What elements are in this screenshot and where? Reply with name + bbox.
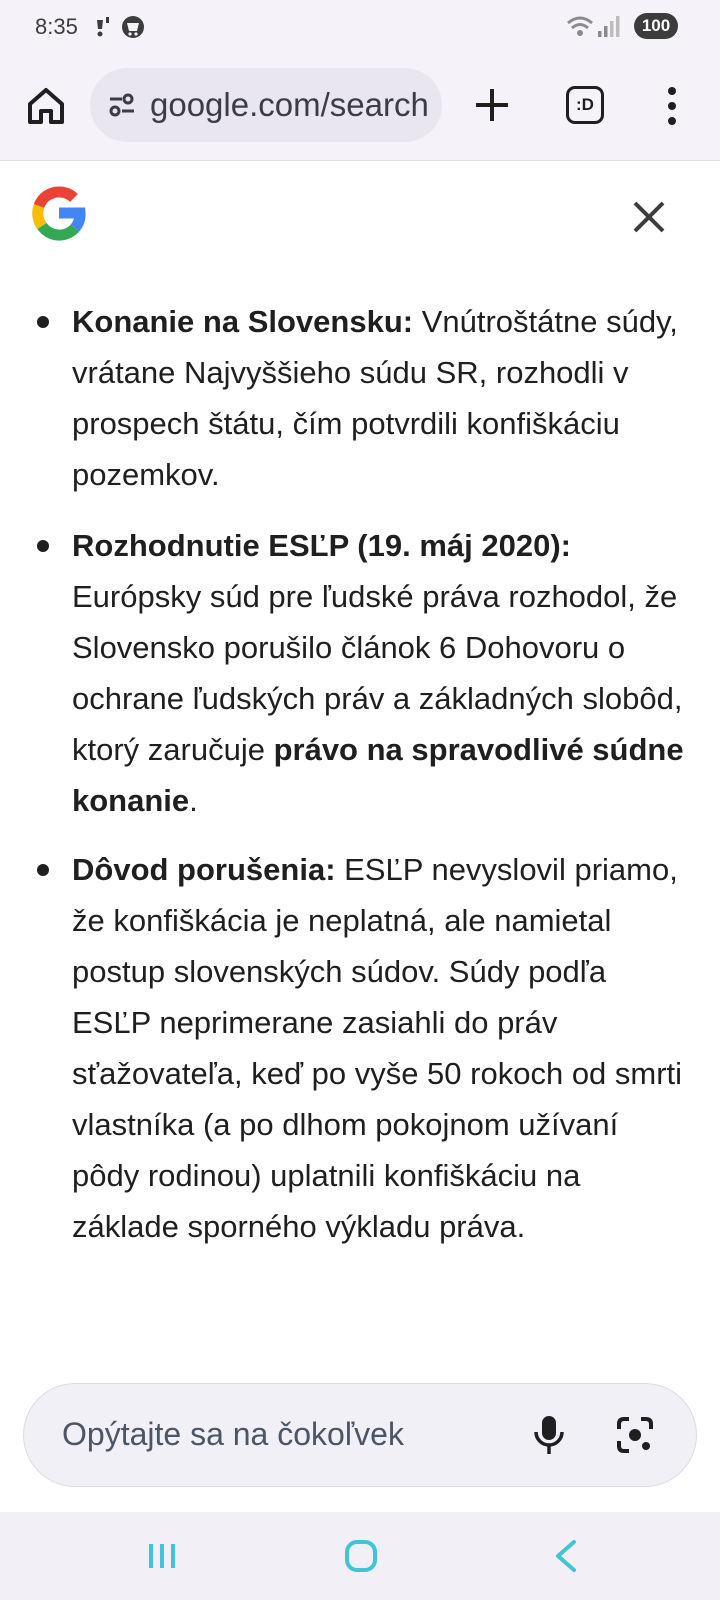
prompt-placeholder: Opýtajte sa na čokoľvek [62,1416,404,1452]
bullet-dot [37,316,49,328]
bullet-dot [37,540,49,552]
nav-home-icon[interactable] [343,1538,379,1574]
back-icon[interactable] [552,1538,580,1574]
google-logo-icon [28,182,90,244]
prompt-input[interactable] [23,1383,697,1487]
bullet-text: Vnútroštátne súdy, vrátane Najvyššieho súdu SR, rozhodli v prospech štátu, čím potvrdili konfiškáciu pozemkov. [72,304,678,492]
connectivity-icons [566,13,626,39]
bullet-text: ESĽP nevyslovil priamo, že konfiškácia je neplatná, ale namietal postup slovenských súdov. Súdy podľa ESĽP neprimerane zasiahli do práv sťažovateľa, keď po vyše 50 rokoch od smrti vlastníka (a po dlhom pokojnom užívaní pôdy rodinou) uplatnili konfiškáciu na základe sporného výkladu práva. [72,852,683,1244]
bullet-title: Konanie na Slovensku: [72,304,414,339]
tab-switcher-icon[interactable]: :D [566,86,604,124]
close-icon[interactable] [628,196,670,238]
site-settings-icon[interactable] [108,92,136,118]
wifi-icon [568,18,592,36]
status-bar [0,0,720,52]
bullet-title: Rozhodnutie ESĽP (19. máj 2020): [72,528,571,563]
battery-indicator: 100 [634,13,678,39]
answer-content [0,296,720,1346]
microphone-icon[interactable] [532,1414,566,1456]
recents-icon[interactable] [146,1540,178,1572]
list-item [72,520,692,826]
bullet-tail: . [189,783,198,818]
browser-toolbar [0,52,720,161]
more-vert-icon[interactable] [662,84,682,128]
bullet-dot [37,864,49,876]
bullet-title: Dôvod porušenia: [72,852,336,887]
system-nav-bar [0,1512,720,1600]
notification-icons [93,14,153,40]
app-notification-icon [122,16,144,38]
list-item [72,844,692,1252]
missed-call-icon [97,17,109,37]
list-item [72,296,692,500]
status-time: 8:35 [35,14,78,39]
plus-icon[interactable] [470,81,514,129]
bullet-emphasis: právo na spravodlivé súdne konanie [72,732,684,818]
bullet-text: Európsky súd pre ľudské práva rozhodol, že Slovensko porušilo článok 6 Dohovoru o ochrane ľudských práv a základných slobôd, ktorý zaručuje [72,579,683,767]
home-icon[interactable] [22,82,70,130]
signal-icon [598,16,620,37]
camera-lens-icon[interactable] [616,1416,654,1454]
url-bar[interactable] [90,68,442,142]
url-text: google.com/search [150,86,429,123]
